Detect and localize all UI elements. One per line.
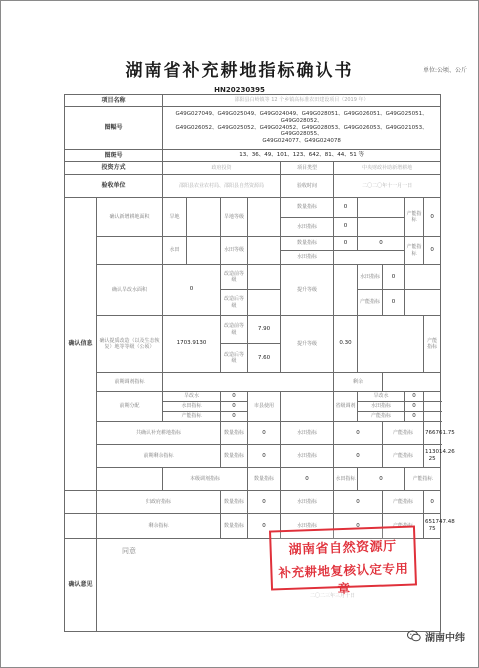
qty-metric-label: 数量指标 <box>221 491 248 514</box>
local-adjust-paddy-value: 0 <box>358 468 405 491</box>
paddy-metric-label: 水田指标 <box>163 402 221 412</box>
new-paddy-value: 0 <box>334 217 358 237</box>
quality-before-value: 7.90 <box>248 315 281 344</box>
prior-adjust-label: 前期调剂指标 <box>97 373 163 392</box>
watermark <box>407 627 465 646</box>
paddy-grade-label: 水田等级 <box>221 237 248 265</box>
paddy-label: 水田 <box>163 237 187 265</box>
upgrade-grade-label: 提升等级 <box>281 315 334 372</box>
spacer-cell <box>334 251 405 265</box>
spacer-cell <box>424 412 441 422</box>
dryland-label: 旱地 <box>163 198 187 237</box>
opinion-label: 确认意见 <box>65 539 97 632</box>
capacity-metric-label: 产能指标 <box>405 198 424 237</box>
spacer-cell <box>358 217 405 237</box>
capacity-metric-label: 产能指标 <box>383 422 424 445</box>
capacity-metric-label: 产能指标 <box>405 468 441 491</box>
dry-to-paddy-short-label: 旱改水 <box>163 392 221 402</box>
acceptance-time-label: 验收时间 <box>281 175 334 198</box>
dry-grade-label: 旱地等级 <box>221 198 248 237</box>
acceptance-time-value: 二〇二〇年十一月一日 <box>334 175 441 198</box>
stamp-line1: 湖南省自然资源厅 <box>288 539 397 558</box>
total-cap-value: 766761.75 <box>424 422 441 445</box>
capacity-metric-label: 产能指标 <box>358 412 405 422</box>
capacity-metric-label: 产能指标 <box>383 514 424 539</box>
paddy-metric-label: 水田指标 <box>358 265 383 290</box>
stamp-line2: 补充耕地复核认定专用章 <box>278 560 409 597</box>
total-label: 共确认补充耕地指标 <box>97 422 221 445</box>
prior-cap-value: 0 <box>221 412 248 422</box>
project-name-label: 项目名称 <box>65 95 163 107</box>
spacer-cell <box>358 198 405 218</box>
paddy-metric-label: 水田指标 <box>334 468 358 491</box>
new-area-label: 确认新增耕地面积 <box>97 198 163 237</box>
new-paddy2-value: 0 <box>358 237 405 251</box>
province-cap-value: 0 <box>405 412 424 422</box>
before-grade-value <box>248 265 281 290</box>
quality-after-value: 7.60 <box>248 344 281 373</box>
quality-label: 确认提质改造（以及生态恢复）地等等级（公顷） <box>97 315 163 372</box>
project-type-value: 中央财政补助新增耕地 <box>334 162 441 175</box>
remain-paddy-value: 0 <box>334 514 383 539</box>
capacity-metric-label: 产能指标 <box>405 237 424 265</box>
before-grade-label: 改造前等级 <box>221 265 248 290</box>
prior-adjust-value <box>163 373 334 392</box>
remain-label: 剩余指标 <box>97 514 221 539</box>
qty-metric-label: 数量指标 <box>281 198 334 218</box>
spacer-cell <box>358 315 424 372</box>
acceptance-unit-label: 验收单位 <box>65 175 163 198</box>
project-name-value: 邵阳县白岭镇等 12 个乡镇高标准农田建设项目（2019 年） <box>163 95 441 107</box>
new-qty-value: 0 <box>334 198 358 218</box>
watermark-text: 湖南中纬 <box>425 633 465 644</box>
after-grade-label: 改造后等级 <box>221 344 248 373</box>
province-paddy-value: 0 <box>405 402 424 412</box>
qty-metric-label: 数量指标 <box>221 514 248 539</box>
document-number: HN20230395 <box>214 86 265 94</box>
spacer-cell <box>405 265 441 290</box>
dry-grade-value <box>248 198 281 237</box>
opinion-spacer <box>97 468 163 491</box>
wechat-icon <box>407 627 421 646</box>
sheet-line: G49G024077、G49G024078 <box>262 138 341 145</box>
gov-cap-value: 0 <box>424 491 441 514</box>
province-dtp-value: 0 <box>405 392 424 402</box>
prior-remain-label: 前期剩余指标 <box>97 445 221 468</box>
capacity-metric-label: 产能指标 <box>383 491 424 514</box>
spacer-cell <box>405 290 441 315</box>
upgrade-grade-value <box>334 265 358 316</box>
capacity-metric-label: 产能指标 <box>383 445 424 468</box>
capacity-metric-label: 产能指标 <box>163 412 221 422</box>
dryland-value <box>187 198 221 237</box>
dry-to-paddy-label: 确认旱改水面积 <box>97 265 163 316</box>
paddy-metric-label: 水田指标 <box>358 402 405 412</box>
dtp-paddy-value: 0 <box>383 265 405 290</box>
paddy-metric-label: 水田指标 <box>281 251 334 265</box>
sheet-number-value <box>163 107 441 150</box>
gov-paddy-value: 0 <box>334 491 383 514</box>
qty-metric-label: 数量指标 <box>221 445 248 468</box>
acceptance-unit-value: 邵阳县农业农村局、邵阳县自然资源局 <box>163 175 281 198</box>
opinion-text: 同意 <box>122 547 136 555</box>
new-qty2-value: 0 <box>334 237 358 251</box>
paddy-value <box>187 237 221 265</box>
local-use-label: 市县使用 <box>248 392 281 422</box>
dry-to-paddy-short-label: 旱改水 <box>358 392 405 402</box>
local-adjust-qty-value: 0 <box>281 468 334 491</box>
qty-metric-label: 数量指标 <box>281 237 334 251</box>
upgrade-grade-label: 提升等级 <box>281 265 334 316</box>
quality-area-value: 1703.9130 <box>163 315 221 372</box>
remain-qty-value: 0 <box>248 514 281 539</box>
prior-paddy-value: 0 <box>221 402 248 412</box>
dry-to-paddy-value: 0 <box>163 265 221 316</box>
paddy-metric-label: 水田指标 <box>281 491 334 514</box>
parcel-number-label: 图斑号 <box>65 150 163 162</box>
capacity-metric-label: 产能指标 <box>358 290 383 315</box>
dtp-cap-value: 0 <box>383 290 405 315</box>
spacer-cell <box>424 402 441 412</box>
investment-label: 投资方式 <box>65 162 163 175</box>
sheet-number-label: 图幅号 <box>65 107 163 150</box>
paddy-area-label <box>97 237 163 265</box>
prior-remain-cap-value: 113014.26 25 <box>424 445 441 468</box>
before-grade-label: 改造前等级 <box>221 315 248 344</box>
parcel-number-value: 13、36、49、101、123、642、81、44、51 等 <box>163 150 441 162</box>
unit-note: 单位:公顷、公斤 <box>422 67 467 74</box>
investment-value: 政府投资 <box>163 162 281 175</box>
remain-cap-value: 651747.48 75 <box>424 514 441 539</box>
spacer-cell <box>65 514 97 539</box>
prior-remain-paddy-value: 0 <box>334 445 383 468</box>
quality-upgrade-value: 0.30 <box>334 315 358 372</box>
spacer-cell <box>65 491 97 514</box>
remaining-value <box>383 373 441 392</box>
province-adjust-label: 省级调剂 <box>334 392 358 422</box>
total-qty-value: 0 <box>248 422 281 445</box>
total-paddy-value: 0 <box>334 422 383 445</box>
capacity-metric-label: 产能指标 <box>424 315 441 372</box>
paddy-grade-value <box>248 237 281 265</box>
gov-label: 归政府指标 <box>97 491 221 514</box>
qty-metric-label: 数量指标 <box>248 468 281 491</box>
paddy-metric-label: 水田指标 <box>281 422 334 445</box>
local-use-value <box>281 392 334 422</box>
paddy-metric-label: 水田指标 <box>281 514 334 539</box>
prior-use-label: 前期分配 <box>97 392 163 422</box>
qty-metric-label: 数量指标 <box>221 422 248 445</box>
sheet-line: G49G027049、G49G025049、G49G024049、G49G028051、G49G026051、G49G025051、G49G028052、 <box>175 110 428 124</box>
paddy-metric-label: 水田指标 <box>281 445 334 468</box>
stamp-date: 二〇二三年三月十日 <box>310 593 356 599</box>
remaining-label: 剩余 <box>334 373 383 392</box>
new-cap-value: 0 <box>424 198 441 237</box>
after-grade-value <box>248 290 281 315</box>
document-title: 湖南省补充耕地指标确认书 <box>125 61 354 81</box>
new-cap2-value: 0 <box>424 237 441 265</box>
project-type-label: 项目类型 <box>281 162 334 175</box>
confirm-info-label: 确认信息 <box>65 198 97 491</box>
after-grade-label: 改造后等级 <box>221 290 248 315</box>
spacer-cell <box>424 392 441 402</box>
paddy-metric-label: 水田指标 <box>281 217 334 237</box>
sheet-line: G49G026052、G49G025052、G49G024052、G49G028053、G49G026053、G49G021053、G49G028055、 <box>175 124 428 138</box>
prior-dtp-value: 0 <box>221 392 248 402</box>
prior-remain-qty-value: 0 <box>248 445 281 468</box>
local-adjust-label: 本级调剂指标 <box>163 468 248 491</box>
gov-qty-value: 0 <box>248 491 281 514</box>
